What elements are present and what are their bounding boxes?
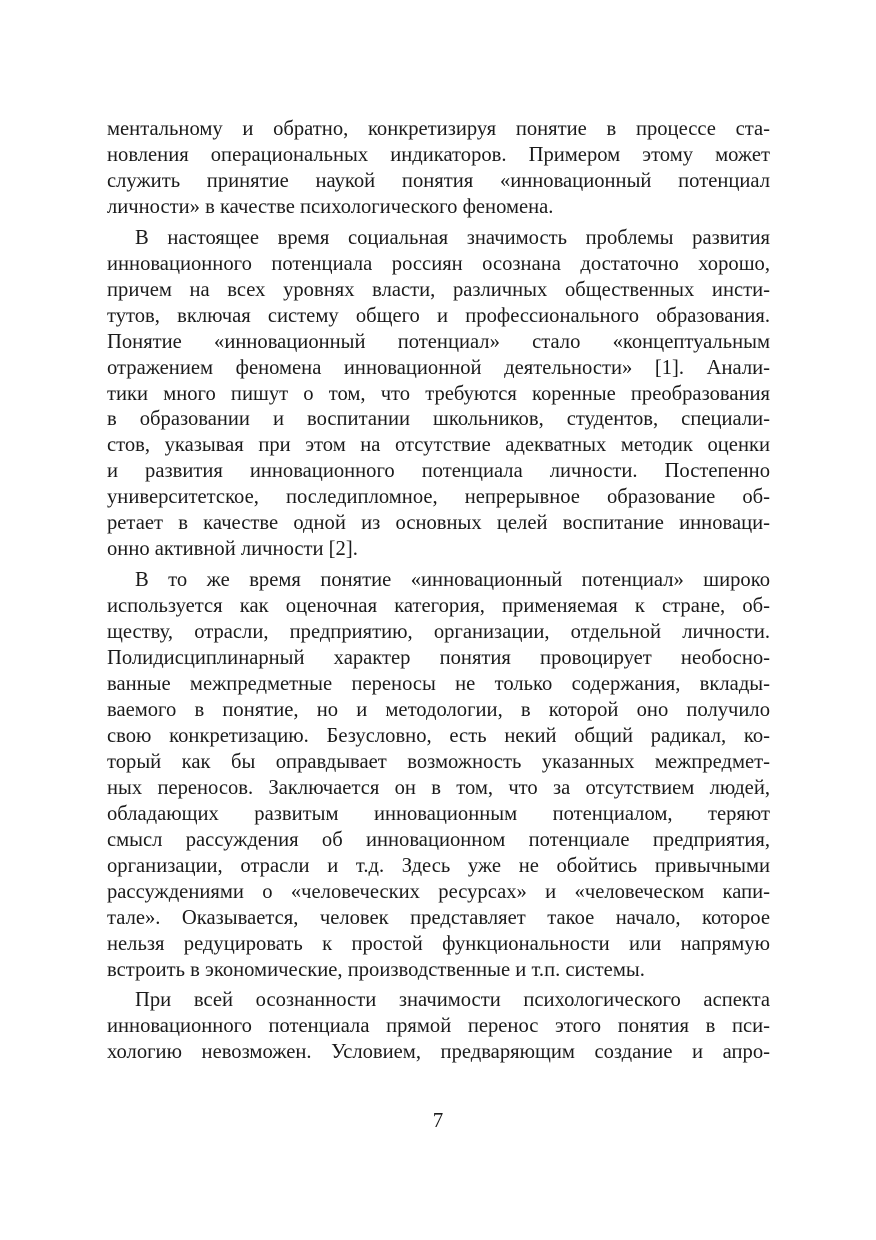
text-line: торый как бы оправдывает возможность указанных межпредмет- <box>107 750 770 773</box>
text-line: организации, отрасли и т.д. Здесь уже не обойтись привычными <box>107 854 770 877</box>
text-line: свою конкретизацию. Безусловно, есть некий общий радикал, ко- <box>107 724 770 747</box>
text-line: встроить в экономические, производственные и т.п. системы. <box>107 958 645 981</box>
paragraph <box>107 117 770 221</box>
text-line: тики много пишут о том, что требуются коренные преобразования <box>107 382 770 405</box>
text-line: инновационного потенциала россиян осознана достаточно хорошо, <box>107 252 770 275</box>
text-line: стов, указывая при этом на отсутствие адекватных методик оценки <box>107 434 770 457</box>
text-line: Понятие «инновационный потенциал» стало «концептуальным <box>107 330 770 353</box>
paragraph <box>107 568 770 983</box>
text-line: При всей осознанности значимости психологического аспекта <box>135 989 770 1012</box>
text-line: используется как оценочная категория, применяемая к стране, об- <box>107 595 770 618</box>
text-line: ретает в качестве одной из основных целей воспитание инноваци- <box>107 512 770 535</box>
text-line: хологию невозможен. Условием, предваряющим создание и апро- <box>107 1041 770 1064</box>
text-line: В настоящее время социальная значимость проблемы развития <box>135 226 770 249</box>
text-line: тутов, включая систему общего и профессионального образования. <box>107 304 770 327</box>
text-line: новления операциональных индикаторов. Примером этому может <box>107 143 770 166</box>
text-line: обладающих развитым инновационным потенциалом, теряют <box>107 802 770 825</box>
text-line: причем на всех уровнях власти, различных общественных инсти- <box>107 278 770 301</box>
text-line: отражением феномена инновационной деятельности» [1]. Анали- <box>107 356 770 379</box>
body-text <box>107 117 770 1066</box>
text-line: университетское, последипломное, непрерывное образование об- <box>107 486 770 509</box>
text-line: онно активной личности [2]. <box>107 538 358 561</box>
text-line: рассуждениями о «человеческих ресурсах» и «человеческом капи- <box>107 880 770 903</box>
text-line: и развития инновационного потенциала личности. Постепенно <box>107 460 770 483</box>
paragraph <box>107 226 770 563</box>
text-line: инновационного потенциала прямой перенос этого понятия в пси- <box>107 1015 770 1038</box>
text-line: В то же время понятие «инновационный потенциал» широко <box>135 569 770 592</box>
text-line: ществу, отрасли, предприятию, организации, отдельной личности. <box>107 621 770 644</box>
text-line: служить принятие наукой понятия «инновационный потенциал <box>107 169 770 192</box>
text-line: тале». Оказывается, человек представляет такое начало, которое <box>107 906 770 929</box>
text-line: ментальному и обратно, конкретизируя понятие в процессе ста- <box>107 118 770 140</box>
text-line: нельзя редуцировать к простой функциональности или напрямую <box>107 932 770 955</box>
text-line: ных переносов. Заключается он в том, что за отсутствием людей, <box>107 776 770 799</box>
text-line: личности» в качестве психологического феномена. <box>107 195 554 218</box>
text-line: ваемого в понятие, но и методологии, в которой оно получило <box>107 698 770 721</box>
text-line: смысл рассуждения об инновационном потенциале предприятия, <box>107 828 770 851</box>
text-line: в образовании и воспитании школьников, студентов, специали- <box>107 408 770 431</box>
text-line: Полидисциплинарный характер понятия провоцирует необосно- <box>107 647 770 670</box>
paragraph <box>107 988 770 1066</box>
text-line: ванные межпредметные переносы не только содержания, вклады- <box>107 673 770 696</box>
page-number: 7 <box>432 1108 444 1132</box>
